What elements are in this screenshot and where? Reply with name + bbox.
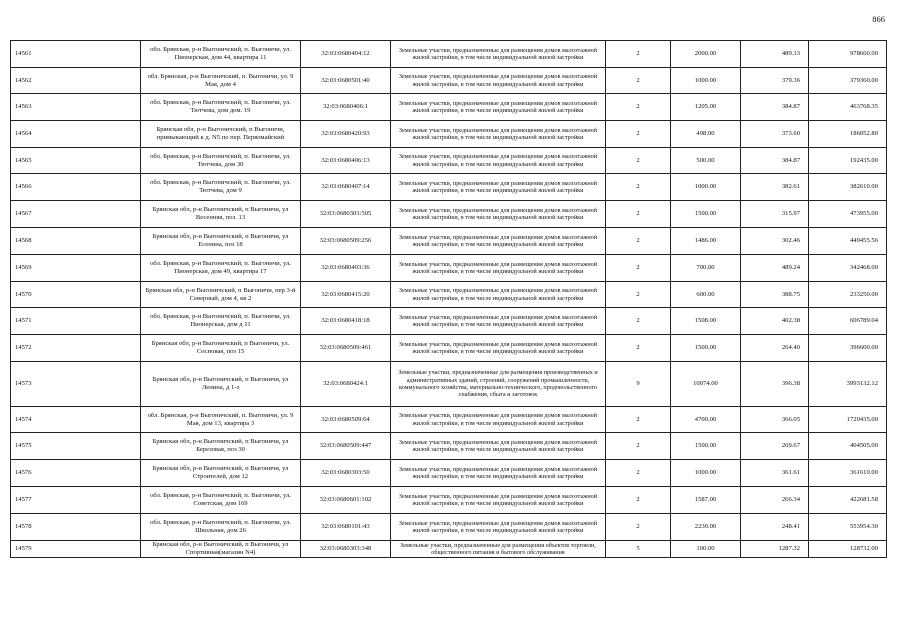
price-per-unit-cell: 396.38 xyxy=(741,362,809,407)
row-number-cell: 14562 xyxy=(11,68,141,94)
cadastral-value-cell: 379360.00 xyxy=(809,68,887,94)
table-row xyxy=(11,174,887,201)
land-use-cell: Земельные участки, предназначенные для размещения домов малоэтажной жилой застройки, в том числе индивидуальной жилой застройки xyxy=(391,308,606,335)
price-per-unit-cell: 302.46 xyxy=(741,228,809,255)
row-number-cell: 14563 xyxy=(11,94,141,121)
price-per-unit-cell: 384.87 xyxy=(741,148,809,174)
table-row xyxy=(11,487,887,514)
cadastral-number-cell: 32:03:0680403:36 xyxy=(301,255,391,282)
land-use-cell: Земельные участки, предназначенные для размещения домов малоэтажной жилой застройки, в том числе индивидуальной жилой застройки xyxy=(391,174,606,201)
address-cell: обл. Брянская, р-н Выгоничский, п. Выгоничи, ул. Пионерская, дом 44, квартира 11 xyxy=(141,41,301,68)
cadastral-number-cell: 32:03:0680601:102 xyxy=(301,487,391,514)
group-cell: 5 xyxy=(606,541,671,558)
group-cell: 2 xyxy=(606,460,671,487)
land-use-cell: Земельные участки, предназначенные для размещения домов малоэтажной жилой застройки, в том числе индивидуальной жилой застройки xyxy=(391,487,606,514)
row-number-cell: 14569 xyxy=(11,255,141,282)
cadastral-number-cell: 32:03:0680407:14 xyxy=(301,174,391,201)
price-per-unit-cell: 384.87 xyxy=(741,94,809,121)
price-per-unit-cell: 382.61 xyxy=(741,174,809,201)
group-cell: 2 xyxy=(606,433,671,460)
land-use-cell: Земельные участки, предназначенные для размещения домов малоэтажной жилой застройки, в том числе индивидуальной жилой застройки xyxy=(391,514,606,541)
address-cell: Брянская обл, р-н Выгоничский, п Выгоничи, ул Весенняя, поз. 13 xyxy=(141,201,301,228)
price-per-unit-cell: 264.40 xyxy=(741,335,809,362)
land-use-cell: Земельные участки, предназначенные для размещения домов малоэтажной жилой застройки, в том числе индивидуальной жилой застройки xyxy=(391,433,606,460)
address-cell: Брянская обл, р-н Выгоничский, п Выгоничи, ул Ленина, д 1-з xyxy=(141,362,301,407)
land-use-cell: Земельные участки, предназначенные для размещения домов малоэтажной жилой застройки, в том числе индивидуальной жилой застройки xyxy=(391,255,606,282)
group-cell: 2 xyxy=(606,174,671,201)
cadastral-value-cell: 606789.04 xyxy=(809,308,887,335)
land-use-cell: Земельные участки, предназначенные для размещения объектов торговли, общественного питания и бытового обслуживания xyxy=(391,541,606,558)
group-cell: 2 xyxy=(606,201,671,228)
price-per-unit-cell: 379.36 xyxy=(741,68,809,94)
row-number-cell: 14574 xyxy=(11,407,141,433)
land-use-cell: Земельные участки, предназначенные для размещения домов малоэтажной жилой застройки, в том числе индивидуальной жилой застройки xyxy=(391,282,606,308)
address-cell: обл. Брянская, р-н Выгоничский, п. Выгоничи, ул. 9 Мая, дом 13, квартира 3 xyxy=(141,407,301,433)
group-cell: 2 xyxy=(606,228,671,255)
area-cell: 2000.00 xyxy=(671,41,741,68)
cadastral-value-cell: 361610.00 xyxy=(809,460,887,487)
land-use-cell: Земельные участки, предназначенные для размещения домов малоэтажной жилой застройки, в том числе индивидуальной жилой застройки xyxy=(391,94,606,121)
row-number-cell: 14575 xyxy=(11,433,141,460)
row-number-cell: 14572 xyxy=(11,335,141,362)
cadastral-number-cell: 32:03:0680303:50 xyxy=(301,460,391,487)
row-number-cell: 14573 xyxy=(11,362,141,407)
cadastral-number-cell: 32:03:0680303:348 xyxy=(301,541,391,558)
address-cell: Брянская обл, р-н Выгоничский, п Выгоничи, ул Строителей, дом 12 xyxy=(141,460,301,487)
table-row xyxy=(11,362,887,407)
price-per-unit-cell: 1287.32 xyxy=(741,541,809,558)
row-number-cell: 14570 xyxy=(11,282,141,308)
area-cell: 1486.00 xyxy=(671,228,741,255)
area-cell: 600.00 xyxy=(671,282,741,308)
area-cell: 100.00 xyxy=(671,541,741,558)
price-per-unit-cell: 266.34 xyxy=(741,487,809,514)
cadastral-number-cell: 32:03:0680509:64 xyxy=(301,407,391,433)
cadastral-number-cell: 32:03:0680420:93 xyxy=(301,121,391,148)
group-cell: 2 xyxy=(606,121,671,148)
address-cell: обл. Брянская, р-н Выгоничский, п. Выгоничи, ул. Тютчева, дом 9 xyxy=(141,174,301,201)
table-row xyxy=(11,255,887,282)
table-row xyxy=(11,308,887,335)
group-cell: 2 xyxy=(606,68,671,94)
group-cell: 2 xyxy=(606,487,671,514)
price-per-unit-cell: 315.97 xyxy=(741,201,809,228)
area-cell: 1500.00 xyxy=(671,433,741,460)
row-number-cell: 14565 xyxy=(11,148,141,174)
cadastral-value-cell: 382610.00 xyxy=(809,174,887,201)
group-cell: 2 xyxy=(606,41,671,68)
cadastral-number-cell: 32:03:0680101:43 xyxy=(301,514,391,541)
cadastral-number-cell: 32:03:0680404:12 xyxy=(301,41,391,68)
area-cell: 1205.00 xyxy=(671,94,741,121)
land-use-cell: Земельные участки, предназначенные для размещения домов малоэтажной жилой застройки, в том числе индивидуальной жилой застройки xyxy=(391,68,606,94)
land-use-cell: Земельные участки, предназначенные для размещения домов малоэтажной жилой застройки, в том числе индивидуальной жилой застройки xyxy=(391,407,606,433)
row-number-cell: 14566 xyxy=(11,174,141,201)
table-row xyxy=(11,201,887,228)
table-row xyxy=(11,121,887,148)
row-number-cell: 14568 xyxy=(11,228,141,255)
group-cell: 2 xyxy=(606,335,671,362)
cadastral-value-cell: 473955.00 xyxy=(809,201,887,228)
row-number-cell: 14579 xyxy=(11,541,141,558)
row-number-cell: 14567 xyxy=(11,201,141,228)
price-per-unit-cell: 402.38 xyxy=(741,308,809,335)
area-cell: 1500.00 xyxy=(671,335,741,362)
cadastral-value-cell: 463768.35 xyxy=(809,94,887,121)
price-per-unit-cell: 269.67 xyxy=(741,433,809,460)
group-cell: 2 xyxy=(606,282,671,308)
cadastral-value-cell: 342468.00 xyxy=(809,255,887,282)
land-use-cell: Земельные участки, предназначенные для размещения производственных и административных зданий, строений, сооружений промышленности, коммунального хозяйства, материально-технического, продовольственного снабжения, сбыта и заготовок xyxy=(391,362,606,407)
address-cell: обл. Брянская, р-н Выгоничский, п. Выгоничи, ул. 9 Мая, дом 4 xyxy=(141,68,301,94)
row-number-cell: 14576 xyxy=(11,460,141,487)
area-cell: 1508.00 xyxy=(671,308,741,335)
page-number: 866 xyxy=(872,14,885,24)
address-cell: обл. Брянская, р-н Выгоничский, п. Выгоничи, ул. Советская, дом 169 xyxy=(141,487,301,514)
row-number-cell: 14561 xyxy=(11,41,141,68)
address-cell: Брянская обл, р-н Выгоничский, п Выгоничи, примыкающий к д. N5 по пер. Первомайский xyxy=(141,121,301,148)
cadastral-value-cell: 396600.00 xyxy=(809,335,887,362)
cadastral-value-cell: 128732.00 xyxy=(809,541,887,558)
group-cell: 9 xyxy=(606,362,671,407)
cadastral-value-cell: 233250.00 xyxy=(809,282,887,308)
cadastral-number-cell: 32:03:0680303:505 xyxy=(301,201,391,228)
address-cell: Брянская обл, р-н Выгоничский, п Выгоничи, ул Березовая, поз 30 xyxy=(141,433,301,460)
cadastral-value-cell: 404505.00 xyxy=(809,433,887,460)
cadastral-number-cell: 32:03:0680509:447 xyxy=(301,433,391,460)
area-cell: 1500.00 xyxy=(671,201,741,228)
price-per-unit-cell: 361.61 xyxy=(741,460,809,487)
area-cell: 1587.00 xyxy=(671,487,741,514)
area-cell: 1000.00 xyxy=(671,460,741,487)
table-row xyxy=(11,68,887,94)
cadastral-value-cell: 422681.58 xyxy=(809,487,887,514)
area-cell: 1000.00 xyxy=(671,68,741,94)
group-cell: 2 xyxy=(606,148,671,174)
price-per-unit-cell: 248.41 xyxy=(741,514,809,541)
table-row xyxy=(11,335,887,362)
address-cell: обл. Брянская, р-н Выгоничский, п. Выгоничи, ул. Тютчева, дом 30 xyxy=(141,148,301,174)
cadastral-number-cell: 32:03:0680406:13 xyxy=(301,148,391,174)
area-cell: 2230.00 xyxy=(671,514,741,541)
price-per-unit-cell: 489.33 xyxy=(741,41,809,68)
cadastral-value-cell: 978660.00 xyxy=(809,41,887,68)
cadastral-value-cell: 186052.80 xyxy=(809,121,887,148)
table-row xyxy=(11,460,887,487)
area-cell: 498.00 xyxy=(671,121,741,148)
area-cell: 500.00 xyxy=(671,148,741,174)
table-row xyxy=(11,94,887,121)
cadastral-number-cell: 32:03:0680501:40 xyxy=(301,68,391,94)
land-use-cell: Земельные участки, предназначенные для размещения домов малоэтажной жилой застройки, в том числе индивидуальной жилой застройки xyxy=(391,121,606,148)
cadastral-number-cell: 32:03:0680406:1 xyxy=(301,94,391,121)
cadastral-value-cell: 553954.30 xyxy=(809,514,887,541)
address-cell: обл. Брянская, р-н Выгоничский, п. Выгоничи, ул. Пионерская, дом 49, квартира 17 xyxy=(141,255,301,282)
land-use-cell: Земельные участки, предназначенные для размещения домов малоэтажной жилой застройки, в том числе индивидуальной жилой застройки xyxy=(391,148,606,174)
cadastral-value-table xyxy=(10,40,887,558)
table-row xyxy=(11,282,887,308)
address-cell: Брянская обл, р-н Выгоничский, п Выгоничи, ул. Сосновая, поз 15 xyxy=(141,335,301,362)
land-use-cell: Земельные участки, предназначенные для размещения домов малоэтажной жилой застройки, в том числе индивидуальной жилой застройки xyxy=(391,228,606,255)
cadastral-number-cell: 32:03:0680509:461 xyxy=(301,335,391,362)
address-cell: Брянская обл, р-н Выгоничский, п Выгоничи, пер 3-й Северный, дом 4, кв 2 xyxy=(141,282,301,308)
area-cell: 10074.00 xyxy=(671,362,741,407)
area-cell: 4700.00 xyxy=(671,407,741,433)
table-row xyxy=(11,514,887,541)
land-use-cell: Земельные участки, предназначенные для размещения домов малоэтажной жилой застройки, в том числе индивидуальной жилой застройки xyxy=(391,335,606,362)
row-number-cell: 14564 xyxy=(11,121,141,148)
area-cell: 700.00 xyxy=(671,255,741,282)
table-body xyxy=(11,41,887,558)
table-row xyxy=(11,433,887,460)
price-per-unit-cell: 489.24 xyxy=(741,255,809,282)
price-per-unit-cell: 373.60 xyxy=(741,121,809,148)
group-cell: 2 xyxy=(606,407,671,433)
address-cell: обл. Брянская, р-н Выгоничский, п. Выгоничи, ул. Пионерская, дом д 11 xyxy=(141,308,301,335)
land-use-cell: Земельные участки, предназначенные для размещения домов малоэтажной жилой застройки, в том числе индивидуальной жилой застройки xyxy=(391,460,606,487)
cadastral-number-cell: 32:03:0680418:18 xyxy=(301,308,391,335)
cadastral-value-cell: 192435.00 xyxy=(809,148,887,174)
land-use-cell: Земельные участки, предназначенные для размещения домов малоэтажной жилой застройки, в том числе индивидуальной жилой застройки xyxy=(391,41,606,68)
cadastral-number-cell: 32:03:0680509:256 xyxy=(301,228,391,255)
price-per-unit-cell: 366.05 xyxy=(741,407,809,433)
area-cell: 1000.00 xyxy=(671,174,741,201)
table-row xyxy=(11,148,887,174)
address-cell: обл. Брянская, р-н Выгоничский, п. Выгоничи, ул. Школьная, дом 26 xyxy=(141,514,301,541)
cadastral-value-cell: 1720435.00 xyxy=(809,407,887,433)
address-cell: Брянская обл, р-н Выгоничский, п Выгоничи, ул Есенина, поз 18 xyxy=(141,228,301,255)
table-row xyxy=(11,407,887,433)
row-number-cell: 14571 xyxy=(11,308,141,335)
row-number-cell: 14578 xyxy=(11,514,141,541)
cadastral-number-cell: 32:03:0680415:20 xyxy=(301,282,391,308)
group-cell: 2 xyxy=(606,255,671,282)
table-row xyxy=(11,41,887,68)
cadastral-number-cell: 32:03:0680424:1 xyxy=(301,362,391,407)
land-use-cell: Земельные участки, предназначенные для размещения домов малоэтажной жилой застройки, в том числе индивидуальной жилой застройки xyxy=(391,201,606,228)
address-cell: обл. Брянская, р-н Выгоничский, п. Выгоничи, ул. Тютчева, дом дом. 19 xyxy=(141,94,301,121)
table-row xyxy=(11,228,887,255)
cadastral-value-cell: 449455.56 xyxy=(809,228,887,255)
table-row xyxy=(11,541,887,558)
group-cell: 2 xyxy=(606,308,671,335)
group-cell: 2 xyxy=(606,94,671,121)
price-per-unit-cell: 388.75 xyxy=(741,282,809,308)
group-cell: 2 xyxy=(606,514,671,541)
row-number-cell: 14577 xyxy=(11,487,141,514)
address-cell: Брянская обл, р-н Выгоничский, п Выгоничи, ул Спортивная(магазин N4) xyxy=(141,541,301,558)
cadastral-value-cell: 3993132.12 xyxy=(809,362,887,407)
